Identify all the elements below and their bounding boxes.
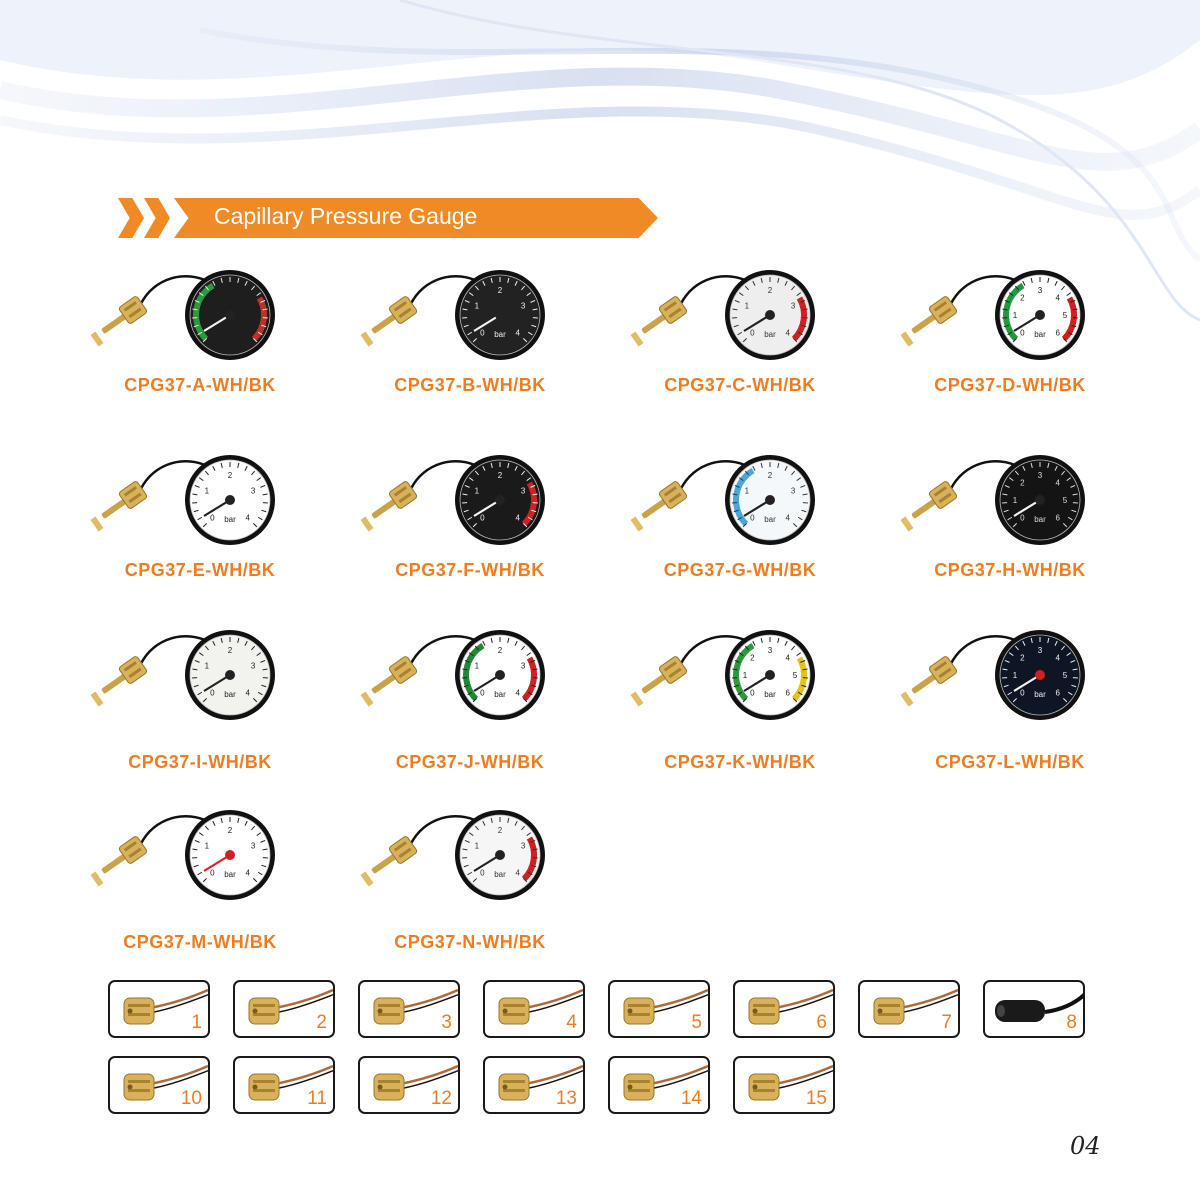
product-gauge-8 [880,455,1140,605]
pressure-gauge-image [340,630,600,750]
product-model-label: CPG37-K-WH/BK [664,752,816,772]
gauge-scale-number: 4 [515,688,520,698]
fitting-number: 12 [430,1088,452,1109]
gauge-scale-number: 2 [497,826,503,835]
fitting-number: 14 [680,1088,702,1109]
product-model-label: CPG37-J-WH/BK [395,752,545,772]
product-gauge-5 [70,455,330,605]
gauge-scale-number: 0 [480,513,485,523]
gauge-scale-number: 0 [750,513,755,523]
pressure-gauge-image [610,270,870,390]
gauge-scale-number: 1 [1012,496,1018,505]
product-model-label: CPG37-G-WH/BK [663,560,817,580]
fitting-option-card [608,980,710,1038]
gauge-dial [725,270,815,360]
gauge-scale-number: 1 [474,486,480,496]
gauge-unit-label: bar [1034,690,1046,699]
gauge-scale-number: 4 [1055,653,1060,663]
fitting-option-card [483,980,585,1038]
gauge-scale-number: 2 [227,646,233,655]
gauge-unit-label: bar [1034,515,1046,524]
gauge-scale-number: 4 [1055,293,1060,303]
fitting-option-card [483,1056,585,1114]
gauge-scale-number: 2 [1020,293,1025,303]
fitting-option-card [608,1056,710,1114]
gauge-scale-number: 5 [792,671,798,680]
gauge-dial [995,630,1085,720]
brass-fitting-icon [361,480,418,531]
gauge-scale-number: 3 [1037,286,1043,295]
pressure-gauge-image [70,270,330,390]
gauge-unit-label: bar [1034,330,1046,339]
gauge-unit-label: bar [224,515,236,524]
product-gauge-12 [880,630,1140,780]
fitting-number: 15 [805,1088,827,1109]
gauge-dial [455,630,545,720]
pressure-gauge-image [70,810,330,930]
fitting-option-card [108,980,210,1038]
page-number: 04 [1070,1132,1101,1160]
gauge-scale-number: 0 [210,513,215,523]
product-gauge-3 [610,270,870,420]
gauge-scale-number: 3 [520,301,526,311]
fitting-number: 2 [316,1012,327,1033]
product-model-label: CPG37-L-WH/BK [935,752,1085,772]
gauge-scale-number: 5 [1062,311,1068,320]
gauge-scale-number: 3 [520,661,526,671]
gauge-scale-number: 0 [1020,688,1025,698]
gauge-dial [995,455,1085,545]
gauge-scale-number: 2 [497,471,503,480]
pressure-gauge-image [880,270,1140,390]
gauge-scale-number: 0 [480,688,485,698]
brass-fitting-icon [91,835,148,886]
fitting-number: 3 [441,1012,452,1033]
gauge-scale-number: 6 [1055,513,1060,523]
brass-fitting-icon [361,655,418,706]
gauge-scale-number: 1 [204,841,210,851]
product-model-label: CPG37-F-WH/BK [395,560,545,580]
product-model-label: CPG37-E-WH/BK [124,560,276,580]
gauge-scale-number: 3 [767,646,773,655]
gauge-scale-number: 3 [250,486,256,496]
gauge-unit-label: bar [764,690,776,699]
gauge-dial [185,630,275,720]
gauge-scale-number: 5 [1062,496,1068,505]
gauge-scale-number: 0 [1020,513,1025,523]
brass-fitting-icon [91,480,148,531]
product-gauge-11 [610,630,870,780]
gauge-scale-number: 3 [520,841,526,851]
gauge-scale-number: 6 [785,688,790,698]
gauge-scale-number: 5 [1062,671,1068,680]
brass-fitting-icon [91,655,148,706]
gauge-scale-number: 2 [227,826,233,835]
product-gauge-14 [340,810,600,960]
product-model-label: CPG37-B-WH/BK [394,375,546,395]
pressure-gauge-image [340,270,600,390]
product-gauge-7 [610,455,870,605]
gauge-unit-label: bar [494,690,506,699]
gauge-scale-number: 2 [497,286,503,295]
fitting-option-card [108,1056,210,1114]
product-model-label: CPG37-A-WH/BK [124,375,276,395]
brass-fitting-icon [901,655,958,706]
gauge-scale-number: 4 [785,328,790,338]
product-model-label: CPG37-I-WH/BK [128,752,272,772]
fitting-number: 8 [1066,1012,1077,1033]
product-gauge-13 [70,810,330,960]
fitting-number: 1 [191,1012,202,1033]
fitting-number: 5 [691,1012,702,1033]
section-title: Capillary Pressure Gauge [214,203,478,229]
pressure-gauge-image [340,455,600,575]
gauge-dial [455,810,545,900]
gauge-dial [725,630,815,720]
gauge-scale-number: 3 [1037,646,1043,655]
gauge-dial [995,270,1085,360]
gauge-dial [455,270,545,360]
gauge-scale-number: 0 [480,328,485,338]
gauge-dial [725,455,815,545]
gauge-scale-number: 6 [1055,328,1060,338]
brass-fitting-icon [631,295,688,346]
gauge-scale-number: 4 [1055,478,1060,488]
pressure-gauge-image [70,630,330,750]
gauge-scale-number: 4 [515,513,520,523]
pressure-gauge-image [880,455,1140,575]
gauge-scale-number: 4 [245,513,250,523]
gauge-scale-number: 1 [474,661,480,671]
gauge-unit-label: bar [764,515,776,524]
gauge-scale-number: 1 [474,841,480,851]
gauge-dial [185,810,275,900]
product-model-label: CPG37-D-WH/BK [934,375,1086,395]
gauge-scale-number: 2 [750,653,755,663]
product-model-label: CPG37-H-WH/BK [934,560,1086,580]
fitting-number: 11 [307,1088,327,1109]
product-gauge-1 [70,270,330,420]
gauge-scale-number: 1 [204,486,210,496]
chevron-right-icon [144,198,170,238]
gauge-scale-number: 2 [767,286,773,295]
section-header [118,198,658,238]
gauge-scale-number: 0 [210,688,215,698]
gauge-scale-number: 2 [227,471,233,480]
gauge-scale-number: 0 [750,688,755,698]
gauge-scale-number: 3 [790,486,796,496]
gauge-unit-label: bar [764,330,776,339]
gauge-unit-label: bar [224,870,236,879]
gauge-scale-number: 3 [520,486,526,496]
brass-fitting-icon [361,835,418,886]
gauge-scale-number: 1 [742,671,748,680]
gauge-scale-number: 0 [480,868,485,878]
pressure-gauge-image [610,630,870,750]
fitting-number: 13 [555,1088,577,1109]
gauge-dial [455,455,545,545]
fitting-option-card [983,980,1085,1038]
gauge-scale-number: 2 [1020,653,1025,663]
gauge-scale-number: 1 [204,661,210,671]
product-gauge-6 [340,455,600,605]
gauge-scale-number: 1 [474,301,480,311]
product-gauge-9 [70,630,330,780]
brass-fitting-icon [901,295,958,346]
fitting-option-card [233,980,335,1038]
fitting-option-card [233,1056,335,1114]
gauge-scale-number: 0 [750,328,755,338]
gauge-dial [185,270,275,360]
fitting-option-card [358,1056,460,1114]
fitting-option-card [358,980,460,1038]
gauge-scale-number: 1 [1012,311,1018,320]
product-gauge-4 [880,270,1140,420]
gauge-scale-number: 3 [250,841,256,851]
gauge-scale-number: 4 [245,868,250,878]
gauge-scale-number: 2 [1020,478,1025,488]
gauge-unit-label: bar [494,870,506,879]
brass-fitting-icon [361,295,418,346]
product-model-label: CPG37-M-WH/BK [123,932,277,952]
pressure-gauge-image [70,455,330,575]
pressure-gauge-image [340,810,600,930]
brass-fitting-icon [901,480,958,531]
gauge-scale-number: 6 [1055,688,1060,698]
fitting-option-card [858,980,960,1038]
gauge-scale-number: 4 [785,653,790,663]
brass-fitting-icon [631,655,688,706]
gauge-dial [185,455,275,545]
fitting-number: 7 [941,1012,952,1033]
gauge-scale-number: 3 [790,301,796,311]
gauge-scale-number: 2 [497,646,503,655]
fitting-option-card [733,1056,835,1114]
product-model-label: CPG37-N-WH/BK [394,932,546,952]
product-gauge-10 [340,630,600,780]
gauge-unit-label: bar [224,690,236,699]
gauge-scale-number: 2 [767,471,773,480]
chevron-right-icon [118,198,144,238]
gauge-scale-number: 1 [1012,671,1018,680]
product-model-label: CPG37-C-WH/BK [664,375,816,395]
fitting-option-card [733,980,835,1038]
pressure-gauge-image [610,455,870,575]
fitting-number: 10 [180,1088,202,1109]
product-gauge-2 [340,270,600,420]
gauge-scale-number: 4 [515,328,520,338]
brass-fitting-icon [631,480,688,531]
gauge-scale-number: 0 [210,868,215,878]
fitting-number: 4 [566,1012,577,1033]
gauge-scale-number: 4 [785,513,790,523]
gauge-unit-label: bar [494,330,506,339]
gauge-scale-number: 0 [1020,328,1025,338]
gauge-scale-number: 3 [1037,471,1043,480]
gauge-scale-number: 1 [744,486,750,496]
pressure-gauge-image [880,630,1140,750]
brass-fitting-icon [91,295,148,346]
gauge-scale-number: 4 [515,868,520,878]
gauge-scale-number: 4 [245,688,250,698]
fitting-number: 6 [816,1012,827,1033]
gauge-scale-number: 3 [250,661,256,671]
gauge-scale-number: 1 [744,301,750,311]
